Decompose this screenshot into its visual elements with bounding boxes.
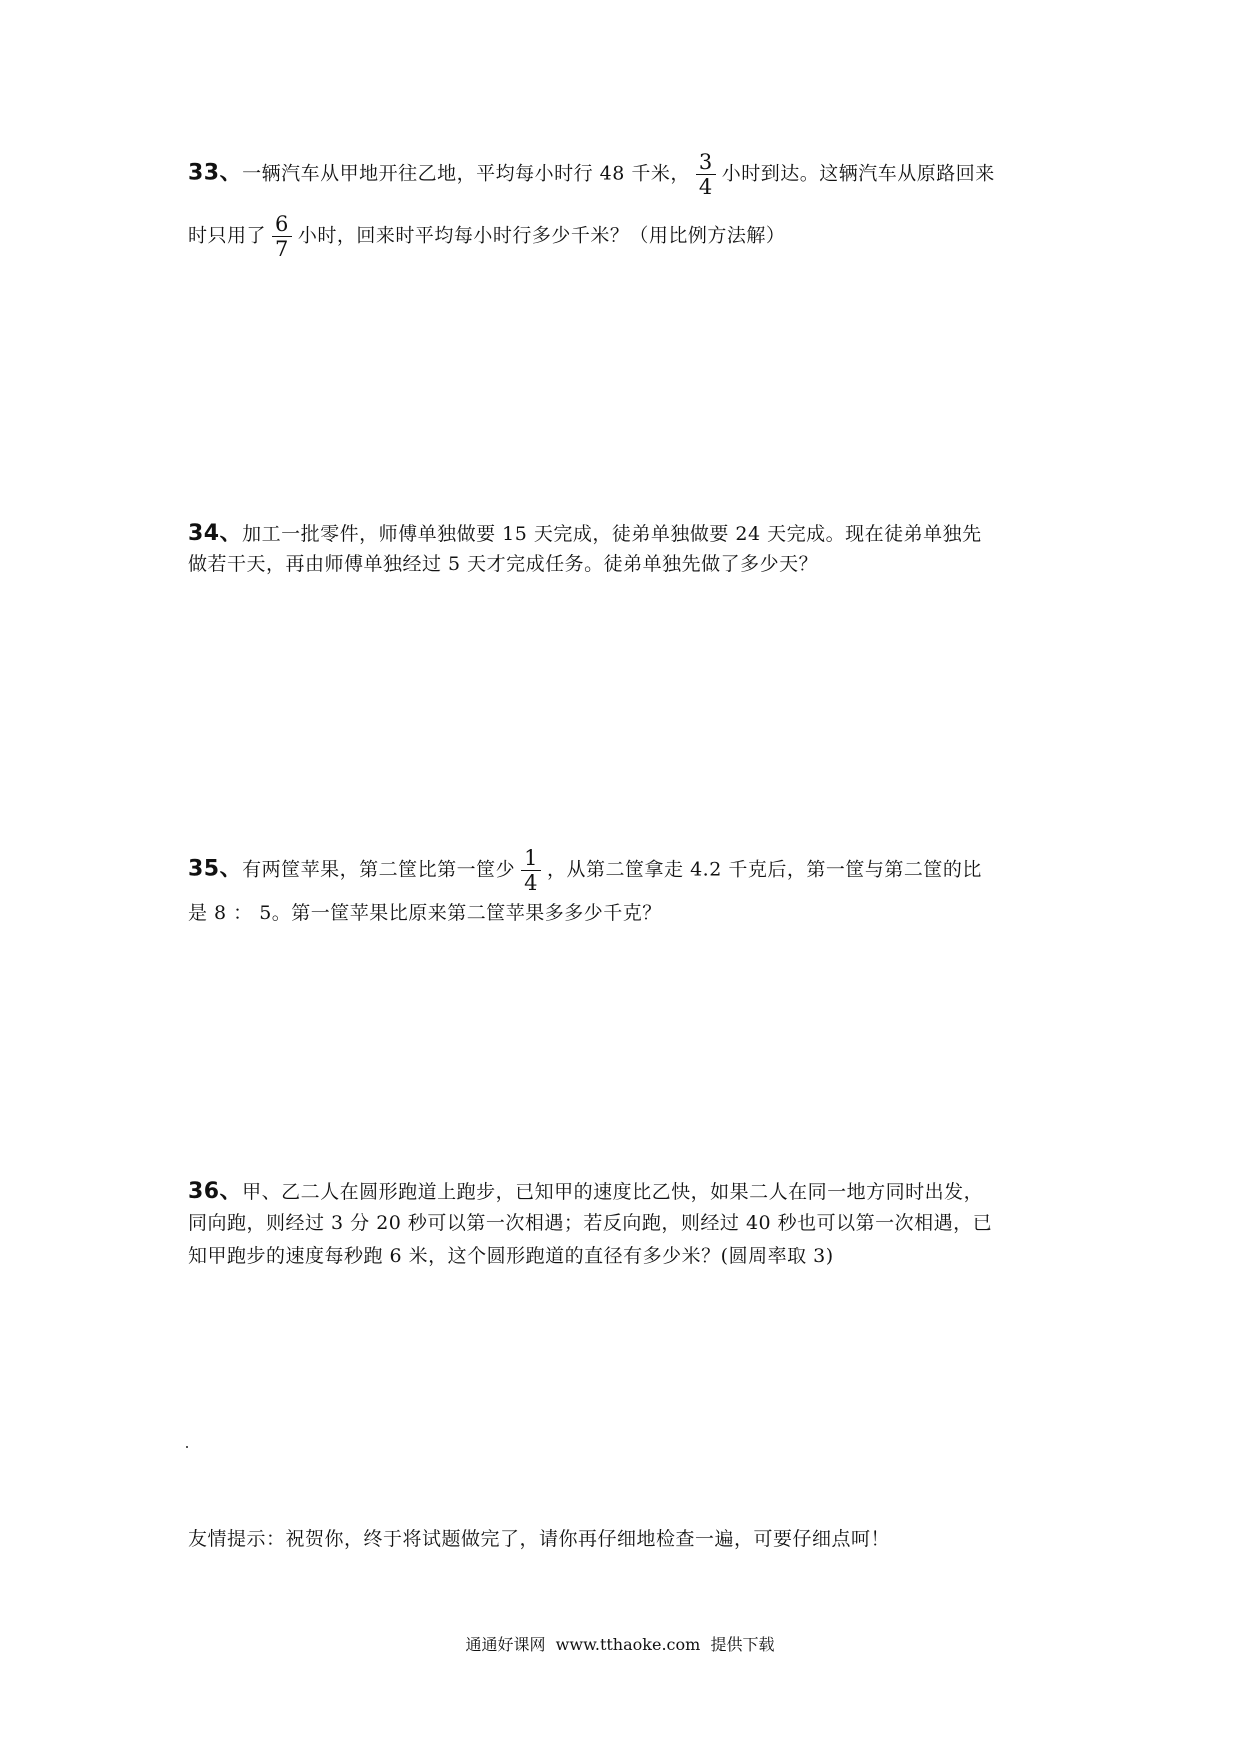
question-number: 35 <box>188 856 220 882</box>
fraction-denominator: 4 <box>524 871 539 895</box>
fraction-denominator: 4 <box>698 175 713 199</box>
footer-source: 通通好课网 www.tthaoke.com 提供下载 <box>465 1635 775 1654</box>
question-number-separator: 、 <box>219 1179 243 1204</box>
fraction <box>696 150 716 199</box>
question-number: 36 <box>188 1179 220 1204</box>
question-text: 甲、乙二人在圆形跑道上跑步，已知甲的速度比乙快，如果二人在同一地方同时出发， <box>242 1181 984 1203</box>
question-text: 小时到达。这辆汽车从原路回来 <box>721 162 995 185</box>
question-text: 做若干天，再由师傅单独经过 5 天才完成任务。徒弟单独先做了多少天？ <box>188 553 819 575</box>
fraction-numerator: 6 <box>275 212 289 236</box>
scan-speck <box>186 1446 188 1448</box>
question-number-separator: 、 <box>219 856 243 882</box>
friendly-tip: 友情提示：祝贺你，终于将试题做完了，请你再仔细地检查一遍，可要仔细点呵！ <box>188 1528 891 1550</box>
question-33-line-1 <box>188 150 995 199</box>
fraction <box>272 212 292 261</box>
question-36-line-2 <box>188 1208 992 1235</box>
question-number: 33 <box>188 160 220 186</box>
fraction-numerator: 1 <box>524 846 539 870</box>
question-number-separator: 、 <box>219 521 243 546</box>
fraction-numerator: 3 <box>698 150 713 174</box>
question-text: 加工一批零件，师傅单独做要 15 天完成，徒弟单独做要 24 天完成。现在徒弟单独先 <box>242 523 982 545</box>
question-34-line-1 <box>188 516 982 547</box>
question-text: 有两筐苹果，第二筐比第一筐少 <box>242 858 516 881</box>
question-text: 时只用了 <box>188 224 267 247</box>
question-text: ，从第二筐拿走 4.2 千克后，第一筐与第二筐的比 <box>547 858 982 881</box>
question-text: 小时，回来时平均每小时行多少千米？（用比例方法解） <box>297 224 786 247</box>
question-text: 同向跑，则经过 3 分 20 秒可以第一次相遇；若反向跑，则经过 40 秒也可以第一次相遇，已 <box>188 1212 993 1234</box>
question-36-line-1 <box>188 1174 983 1205</box>
question-35-line-1 <box>188 846 982 895</box>
question-text: 是 8 ： 5。第一筐苹果比原来第二筐苹果多多少千克？ <box>188 902 662 924</box>
question-33-line-2 <box>188 212 785 261</box>
question-34-line-2 <box>188 549 818 576</box>
fraction <box>521 846 541 895</box>
question-36-line-3 <box>188 1241 834 1268</box>
question-number: 34 <box>188 521 220 546</box>
question-text: 知甲跑步的速度每秒跑 6 米，这个圆形跑道的直径有多少米？(圆周率取 3) <box>188 1245 834 1267</box>
question-35-line-2 <box>188 898 662 925</box>
question-text: 一辆汽车从甲地开往乙地，平均每小时行 48 千米， <box>242 162 690 185</box>
fraction-denominator: 7 <box>275 237 289 261</box>
question-number-separator: 、 <box>219 160 243 186</box>
